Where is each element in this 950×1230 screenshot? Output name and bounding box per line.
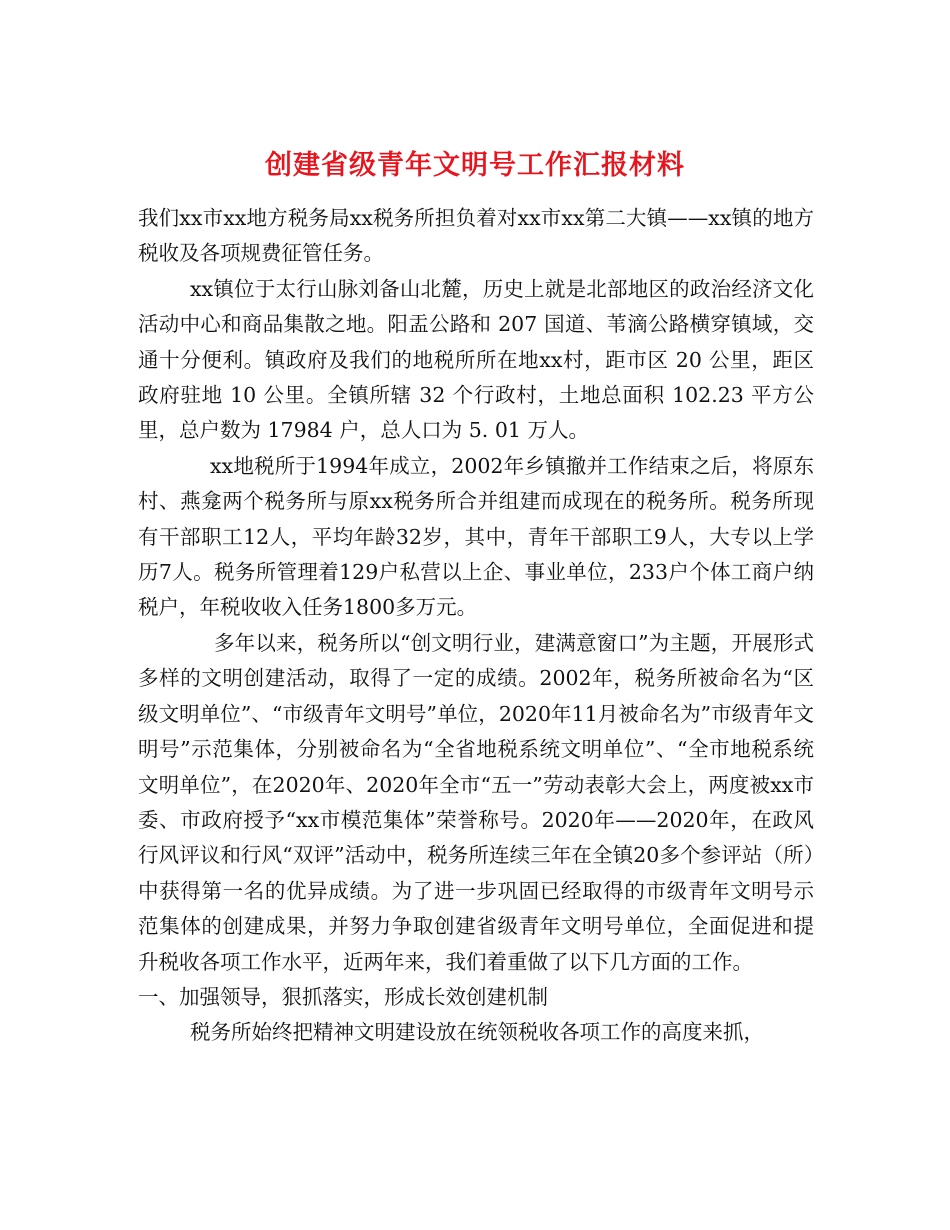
document-body <box>138 201 814 1051</box>
paragraph-intro: 我们xx市xx地方税务局xx税务所担负着对xx市xx第二大镇——xx镇的地方税收及各项规费征管任务。 <box>138 206 814 266</box>
document-title: 创建省级青年文明号工作汇报材料 <box>265 150 685 182</box>
paragraph-location: xx镇位于太行山脉刘备山北麓，历史上就是北部地区的政治经济文化活动中心和商品集散之地。阳盂公路和 207 国道、苇滴公路横穿镇域，交通十分便利。镇政府及我们的地税所所在地xx村，距市区 20 公里，距区政府驻地 10 公里。全镇所辖 32 个行政村，土地总面积 102.23 平方公里，总户数为 17984 户，总人口为 5. 01 万人。 <box>138 276 814 443</box>
paragraph-achievements: 多年以来，税务所以“创文明行业，建满意窗口”为主题，开展形式多样的文明创建活动，取得了一定的成绩。2002年，税务所被命名为“区级文明单位”、“市级青年文明号”单位，2020年11月被命名为”市级青年文明号”示范集体，分别被命名为“全省地税系统文明单位”、“全市地税系统文明单位”，在2020年、2020年全市“五一”劳动表彰大会上，两度被xx市委、市政府授予“xx市模范集体”荣誉称号。2020年——2020年，在政风行风评议和行风“双评”活动中，税务所连续三年在全镇20多个参评站（所）中获得第一名的优异成绩。为了进一步巩固已经取得的市级青年文明号示范集体的创建成果，并努力争取创建省级青年文明号单位，全面促进和提升税收各项工作水平，近两年来，我们着重做了以下几方面的工作。 <box>138 630 814 974</box>
paragraph-office: xx地税所于1994年成立，2002年乡镇撤并工作结束之后，将原东村、燕龛两个税务所与原xx税务所合并组建而成现在的税务所。税务所现有干部职工12人，平均年龄32岁，其中，青年干部职工9人，大专以上学历7人。税务所管理着129户私营以上企、事业单位，233户个体工商户纳税户，年税收收入任务1800多万元。 <box>138 453 814 620</box>
section-heading: 一、加强领导，狠抓落实，形成长效创建机制 <box>138 984 548 1009</box>
paragraph-closing: 税务所始终把精神文明建设放在统领税收各项工作的高度来抓， <box>190 1020 764 1045</box>
